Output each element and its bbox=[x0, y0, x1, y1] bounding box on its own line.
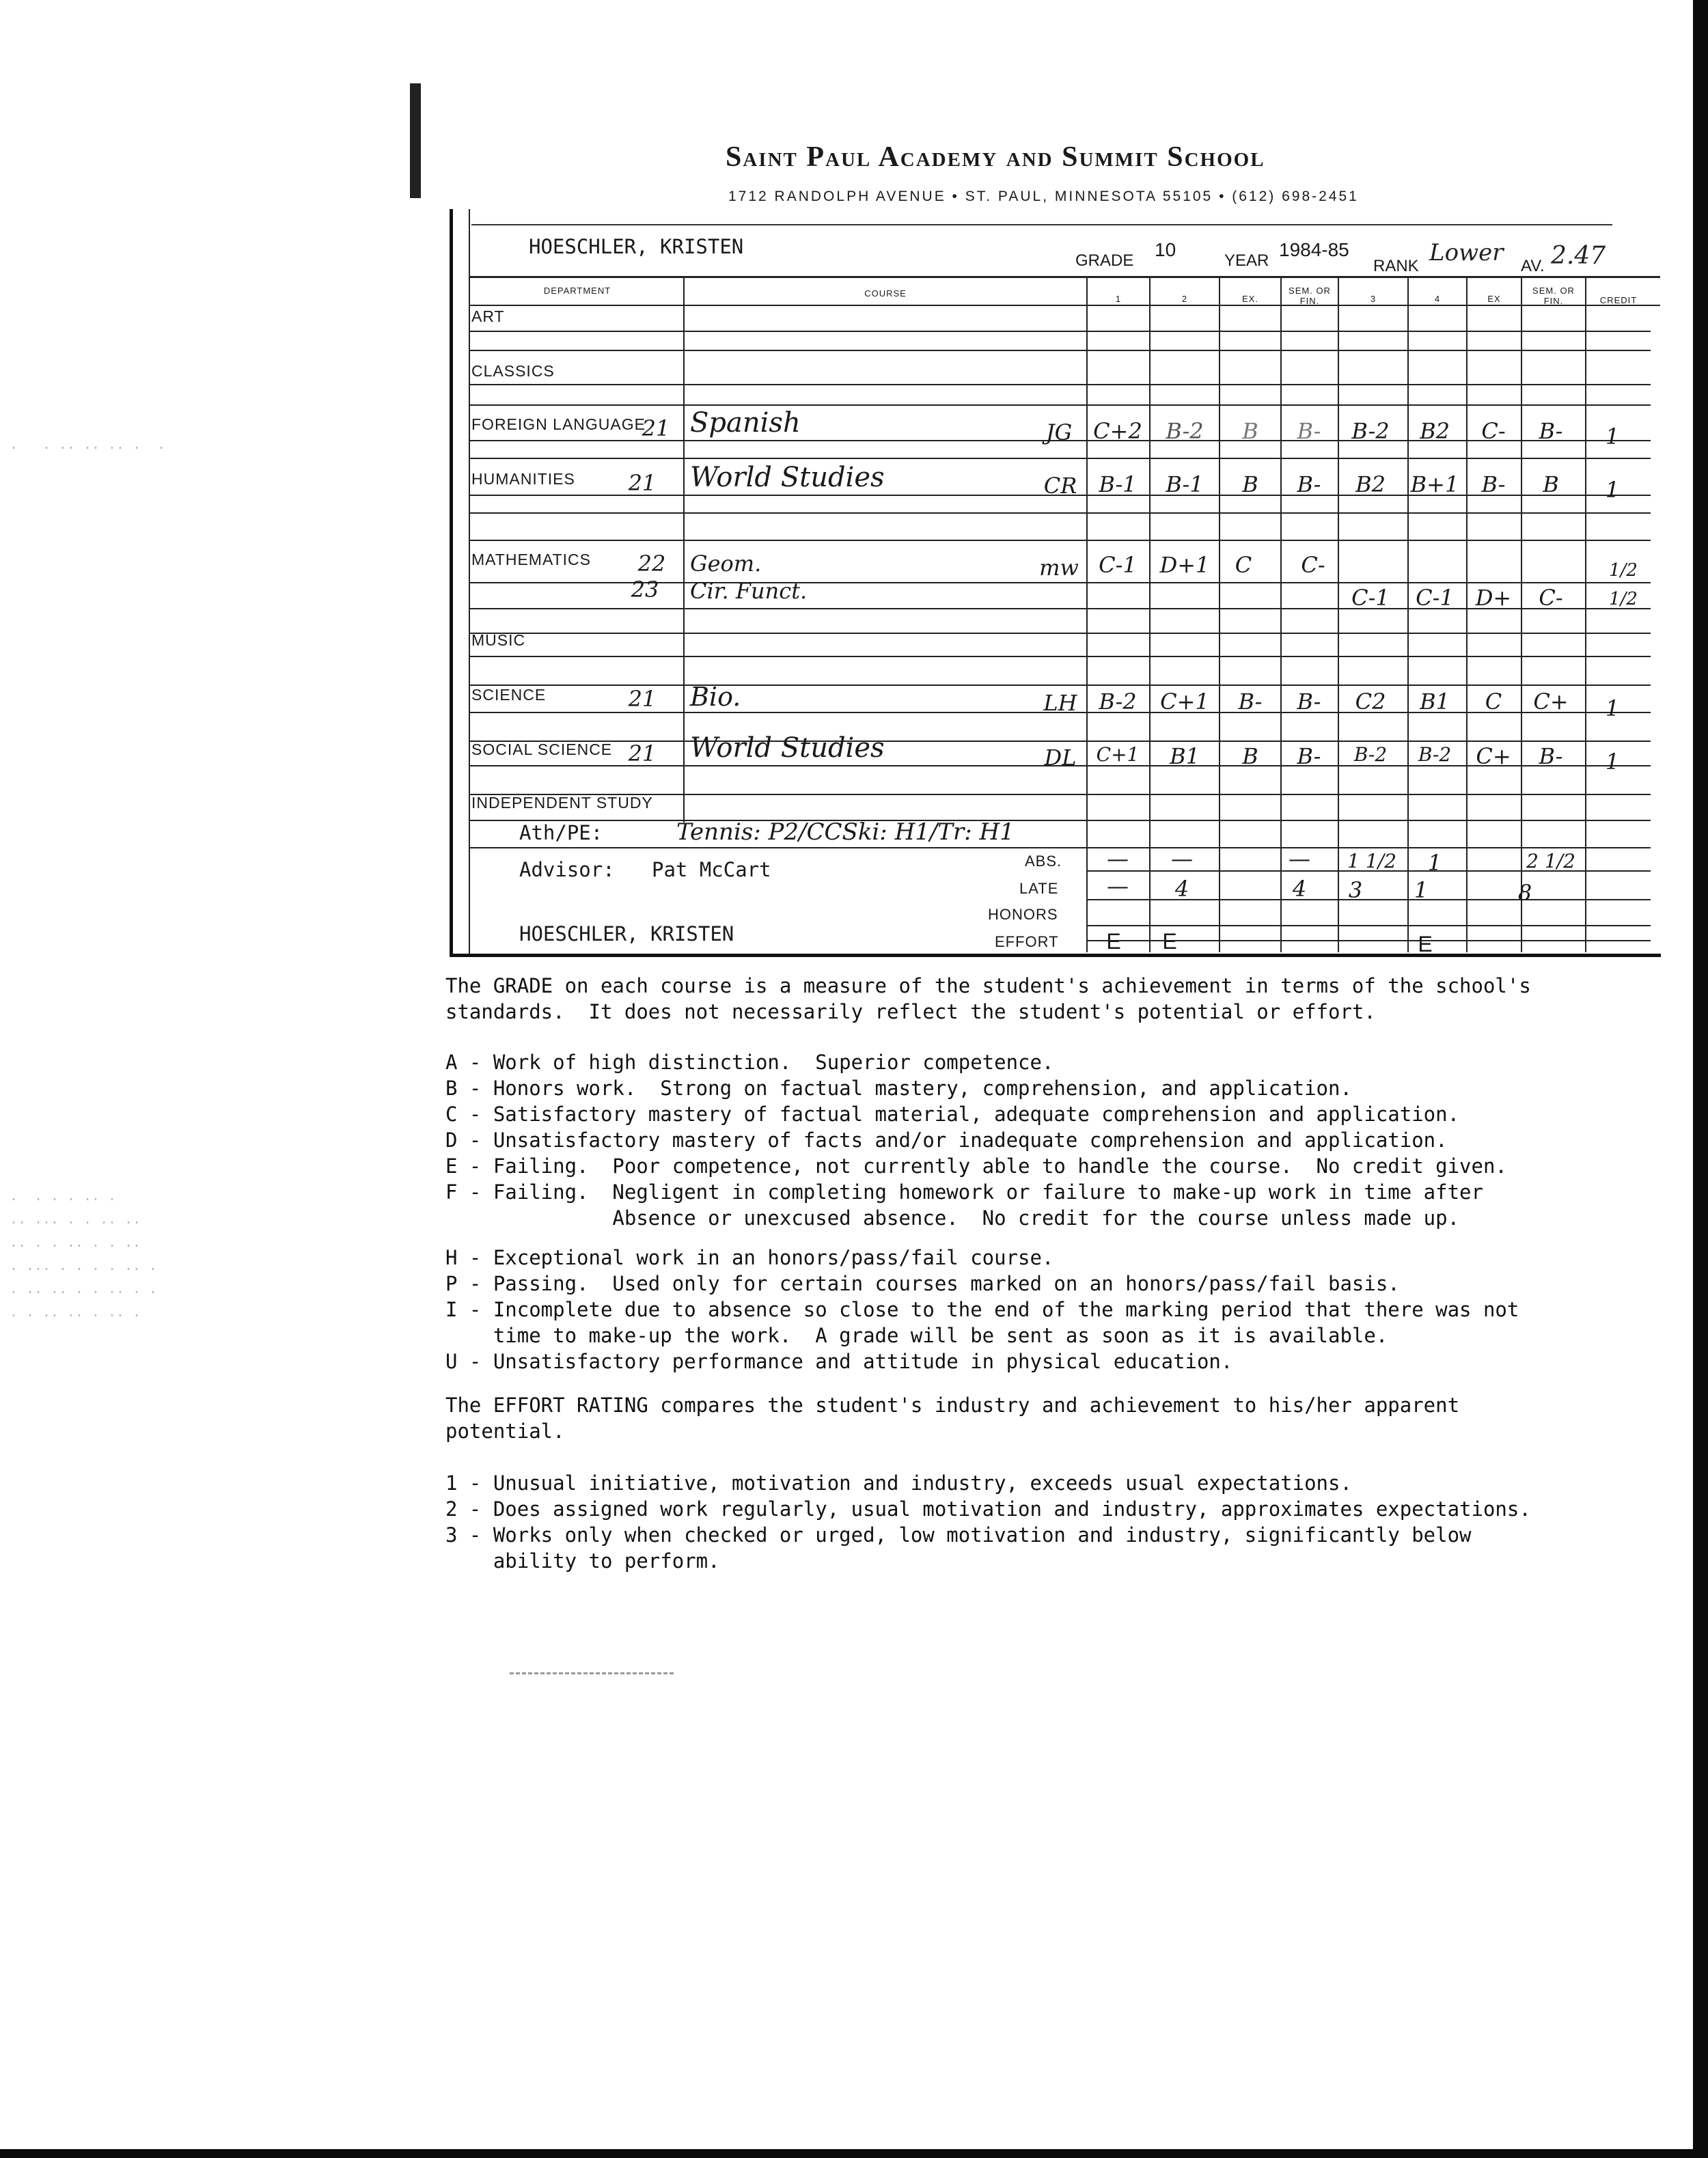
grade-cell: C bbox=[1235, 552, 1252, 578]
ath-pe-activities: Tennis: P2/CCSki: H1/Tr: H1 bbox=[676, 818, 1015, 846]
grade-cell: C- bbox=[1539, 585, 1563, 611]
dept-foreign-language: FOREIGN LANGUAGE bbox=[471, 415, 646, 433]
column-header-q4: 4 bbox=[1434, 294, 1441, 304]
grid-col-rule bbox=[1585, 276, 1586, 952]
column-header-q2: 2 bbox=[1181, 294, 1188, 304]
grade-cell: C-1 bbox=[1099, 552, 1137, 578]
teacher-initials: JG bbox=[1045, 419, 1073, 445]
grade-label: GRADE bbox=[1075, 251, 1134, 270]
grid-rule bbox=[469, 331, 1651, 332]
effort-cell: E bbox=[1162, 929, 1177, 954]
grid-rule bbox=[469, 540, 1651, 541]
course-name: World Studies bbox=[690, 462, 885, 493]
grid-col-rule bbox=[1149, 276, 1151, 952]
grade-cell: C- bbox=[1301, 552, 1325, 578]
effort-intro: The EFFORT RATING compares the student's industry and achievement to his/her apparent potential. bbox=[445, 1394, 1460, 1443]
year-label: YEAR bbox=[1224, 251, 1269, 270]
late-cell: 1 bbox=[1414, 877, 1429, 903]
grade-cell: C+ bbox=[1533, 689, 1569, 715]
grade-cell: D+ bbox=[1475, 585, 1512, 611]
grade-scale: A - Work of high distinction. Superior competence. B - Honors work. Strong on factual mastery, comprehension, and application. C - Satisfactory mastery of factual material, adequate comprehension and application. D - Unsatisfactory mastery of facts and/or inadequate comprehension and application. E - Failing. Poor competence, not currently able to handle the course. No credit given. F - Failing. Negligent in completing homework or failure to make-up work in time after Absence or unexcused absence. No credit for the course unless made up. bbox=[445, 1051, 1507, 1230]
grade-cell: B2 bbox=[1355, 471, 1386, 497]
course-number: 21 bbox=[628, 741, 657, 766]
school-address: 1712 RANDOLPH AVENUE • ST. PAUL, MINNESOTA 55105 • (612) 698-2451 bbox=[728, 189, 1359, 204]
grade-cell: B-2 bbox=[1418, 743, 1452, 766]
course-number: 21 bbox=[628, 686, 657, 712]
grade-cell: B- bbox=[1297, 743, 1321, 769]
average-value: 2.47 bbox=[1551, 242, 1606, 270]
grade-cell: B- bbox=[1238, 689, 1263, 715]
average-label: AV. bbox=[1521, 257, 1545, 275]
teacher-initials: CR bbox=[1043, 473, 1077, 499]
grade-cell: B+1 bbox=[1410, 471, 1459, 497]
effort-cell: E bbox=[1418, 932, 1433, 956]
grid-rule bbox=[469, 656, 1651, 657]
column-header-department: DEPARTMENT bbox=[543, 286, 611, 296]
course-number: 21 bbox=[628, 470, 657, 496]
special-grades: H - Exceptional work in an honors/pass/fail course. P - Passing. Used only for certain courses marked on an honors/pass/fail basis. I - Incomplete due to absence so close to the end of the marking period that there was not time to make-up the work. A grade will be sent as soon as it is available. U - Unsatisfactory performance and attitude in physical education. bbox=[445, 1246, 1519, 1373]
grade-cell: B bbox=[1242, 743, 1258, 769]
year-value: 1984-85 bbox=[1279, 239, 1349, 260]
credit-cell: 1 bbox=[1605, 477, 1620, 503]
late-cell: 4 bbox=[1292, 876, 1307, 902]
course-number: 21 bbox=[642, 415, 670, 441]
grade-cell: B- bbox=[1539, 743, 1563, 769]
column-header-ex1: EX. bbox=[1242, 294, 1258, 304]
column-header-sem2: SEM. OR FIN. bbox=[1532, 286, 1575, 306]
rank-value: Lower bbox=[1429, 239, 1504, 266]
grade-cell: D+1 bbox=[1159, 552, 1210, 578]
course-number: 23 bbox=[631, 577, 659, 603]
column-header-sem1: SEM. OR FIN. bbox=[1289, 286, 1331, 306]
bleed-through-mark: · · · · ·· · ·· ··· · · ·· ·· ·· · · ·· · · ·· · ··· · · · · ·· · · ·· ·· · · ·· · · · · ·· ·· · ·· · bbox=[10, 1192, 158, 1324]
effort-cell: E bbox=[1106, 929, 1121, 954]
grid-col-rule bbox=[1338, 276, 1339, 952]
credit-cell: 1/2 bbox=[1609, 589, 1638, 609]
column-header-q3: 3 bbox=[1370, 294, 1377, 304]
grade-cell: C- bbox=[1481, 418, 1506, 444]
course-name: Spanish bbox=[690, 407, 801, 439]
abs-label: ABS. bbox=[1025, 853, 1062, 870]
grid-col-rule bbox=[1219, 276, 1220, 952]
grade-cell: B bbox=[1242, 471, 1258, 497]
credit-cell: 1 bbox=[1605, 749, 1620, 775]
grade-cell: C-1 bbox=[1351, 585, 1390, 611]
grid-col-rule bbox=[683, 276, 685, 822]
grade-cell: B-2 bbox=[1166, 418, 1204, 444]
dept-humanities: HUMANITIES bbox=[471, 470, 575, 488]
grade-cell: B- bbox=[1481, 471, 1506, 497]
grid-rule bbox=[469, 404, 1651, 406]
dept-classics: CLASSICS bbox=[471, 362, 555, 380]
grid-col-rule bbox=[469, 209, 470, 954]
grade-cell: C+2 bbox=[1093, 418, 1142, 444]
course-name: Bio. bbox=[690, 682, 741, 712]
abs-cell: 1 bbox=[1427, 850, 1442, 876]
advisor-name: Pat McCart bbox=[652, 858, 771, 881]
grid-rule bbox=[469, 384, 1651, 385]
grade-cell: B- bbox=[1539, 418, 1563, 444]
late-cell: 8 bbox=[1517, 880, 1532, 906]
grid-rule bbox=[469, 458, 1651, 459]
credit-cell: 1/2 bbox=[1609, 560, 1638, 581]
grade-cell: B-1 bbox=[1099, 471, 1137, 497]
late-label: LATE bbox=[1019, 880, 1059, 897]
abs-cell: — bbox=[1171, 846, 1193, 872]
abs-cell: 1 1/2 bbox=[1347, 850, 1396, 872]
course-name: Cir. Funct. bbox=[690, 578, 808, 604]
grade-cell: C-1 bbox=[1416, 585, 1454, 611]
bleed-through-mark: · · ·· ·· ·· · · bbox=[10, 441, 166, 456]
course-number: 22 bbox=[637, 551, 666, 577]
faint-rule bbox=[510, 1672, 674, 1674]
late-cell: 3 bbox=[1348, 877, 1363, 903]
grade-cell: B bbox=[1543, 471, 1559, 497]
grid-col-rule bbox=[1521, 276, 1522, 952]
scan-edge-bottom bbox=[0, 2149, 1708, 2158]
effort-label: EFFORT bbox=[995, 933, 1059, 950]
abs-cell: 2 1/2 bbox=[1526, 850, 1575, 872]
grid-rule bbox=[469, 276, 1660, 278]
grid-rule bbox=[469, 847, 1651, 848]
grade-cell: B-2 bbox=[1353, 743, 1388, 766]
grid-col-rule bbox=[1466, 276, 1468, 952]
advisor-label: Advisor: bbox=[519, 858, 615, 881]
abs-cell: — bbox=[1289, 846, 1310, 872]
rank-label: RANK bbox=[1373, 257, 1419, 275]
grade-cell: C+1 bbox=[1160, 689, 1209, 715]
grade-cell: B2 bbox=[1420, 418, 1450, 444]
course-name: World Studies bbox=[690, 732, 885, 764]
grade-cell: B1 bbox=[1420, 689, 1450, 715]
grid-rule bbox=[469, 633, 1651, 634]
honors-label: HONORS bbox=[988, 906, 1058, 923]
grid-rule bbox=[469, 305, 1660, 306]
dept-science: SCIENCE bbox=[471, 686, 547, 704]
grade-cell: C+ bbox=[1476, 743, 1511, 769]
dept-social-science: SOCIAL SCIENCE bbox=[471, 741, 613, 758]
student-name: HOESCHLER, KRISTEN bbox=[529, 235, 744, 258]
dept-art: ART bbox=[471, 307, 505, 325]
column-header-ex2: EX bbox=[1487, 294, 1501, 304]
grid-rule bbox=[469, 350, 1651, 351]
grade-intro: The GRADE on each course is a measure of the student's achievement in terms of the school's standards. It does not necessarily reflect the student's potential or effort. bbox=[445, 974, 1531, 1023]
late-cell: — bbox=[1107, 873, 1129, 899]
grade-cell: B-2 bbox=[1099, 689, 1137, 715]
teacher-initials: mw bbox=[1039, 555, 1079, 581]
grade-cell: B bbox=[1242, 418, 1258, 444]
column-header-credit: CREDIT bbox=[1599, 295, 1638, 305]
dept-ath-pe: Ath/PE: bbox=[519, 821, 603, 844]
grade-cell: B- bbox=[1297, 471, 1321, 497]
column-header-course: COURSE bbox=[864, 288, 907, 299]
card-top-rule bbox=[471, 224, 1612, 225]
scan-edge-right bbox=[1693, 0, 1708, 2158]
teacher-initials: LH bbox=[1043, 690, 1077, 716]
grade-cell: C bbox=[1485, 689, 1502, 715]
credit-cell: 1 bbox=[1605, 424, 1620, 449]
dept-music: MUSIC bbox=[471, 631, 526, 649]
grade-cell: B- bbox=[1297, 689, 1321, 715]
late-cell: 4 bbox=[1174, 876, 1189, 902]
grid-rule bbox=[469, 512, 1651, 514]
grid-rule bbox=[1086, 925, 1651, 926]
grade-cell: B- bbox=[1297, 418, 1321, 444]
column-header-q1: 1 bbox=[1115, 294, 1122, 304]
grade-cell: B1 bbox=[1170, 743, 1200, 769]
dept-mathematics: MATHEMATICS bbox=[471, 551, 591, 568]
grade-cell: B-2 bbox=[1351, 418, 1390, 444]
student-name-footer: HOESCHLER, KRISTEN bbox=[519, 922, 734, 945]
effort-scale: 1 - Unusual initiative, motivation and industry, exceeds usual expectations. 2 - Does assigned work regularly, usual motivation and industry, approximates expectations. 3 - Works only when checked or urged, low motivation and industry, significantly below ability to perform. bbox=[445, 1471, 1531, 1573]
dept-independent-study: INDEPENDENT STUDY bbox=[471, 794, 653, 812]
grade-cell: B-1 bbox=[1166, 471, 1204, 497]
credit-cell: 1 bbox=[1605, 695, 1620, 721]
card-edge-mark bbox=[410, 83, 421, 198]
grade-cell: C+1 bbox=[1096, 743, 1140, 766]
teacher-initials: DL bbox=[1044, 745, 1077, 771]
grade-cell: C2 bbox=[1355, 689, 1386, 715]
grid-col-rule bbox=[1086, 276, 1088, 952]
abs-cell: — bbox=[1107, 846, 1129, 872]
course-name: Geom. bbox=[690, 551, 762, 577]
school-name: Saint Paul Academy and Summit School bbox=[726, 141, 1265, 173]
grade-value: 10 bbox=[1155, 239, 1176, 260]
